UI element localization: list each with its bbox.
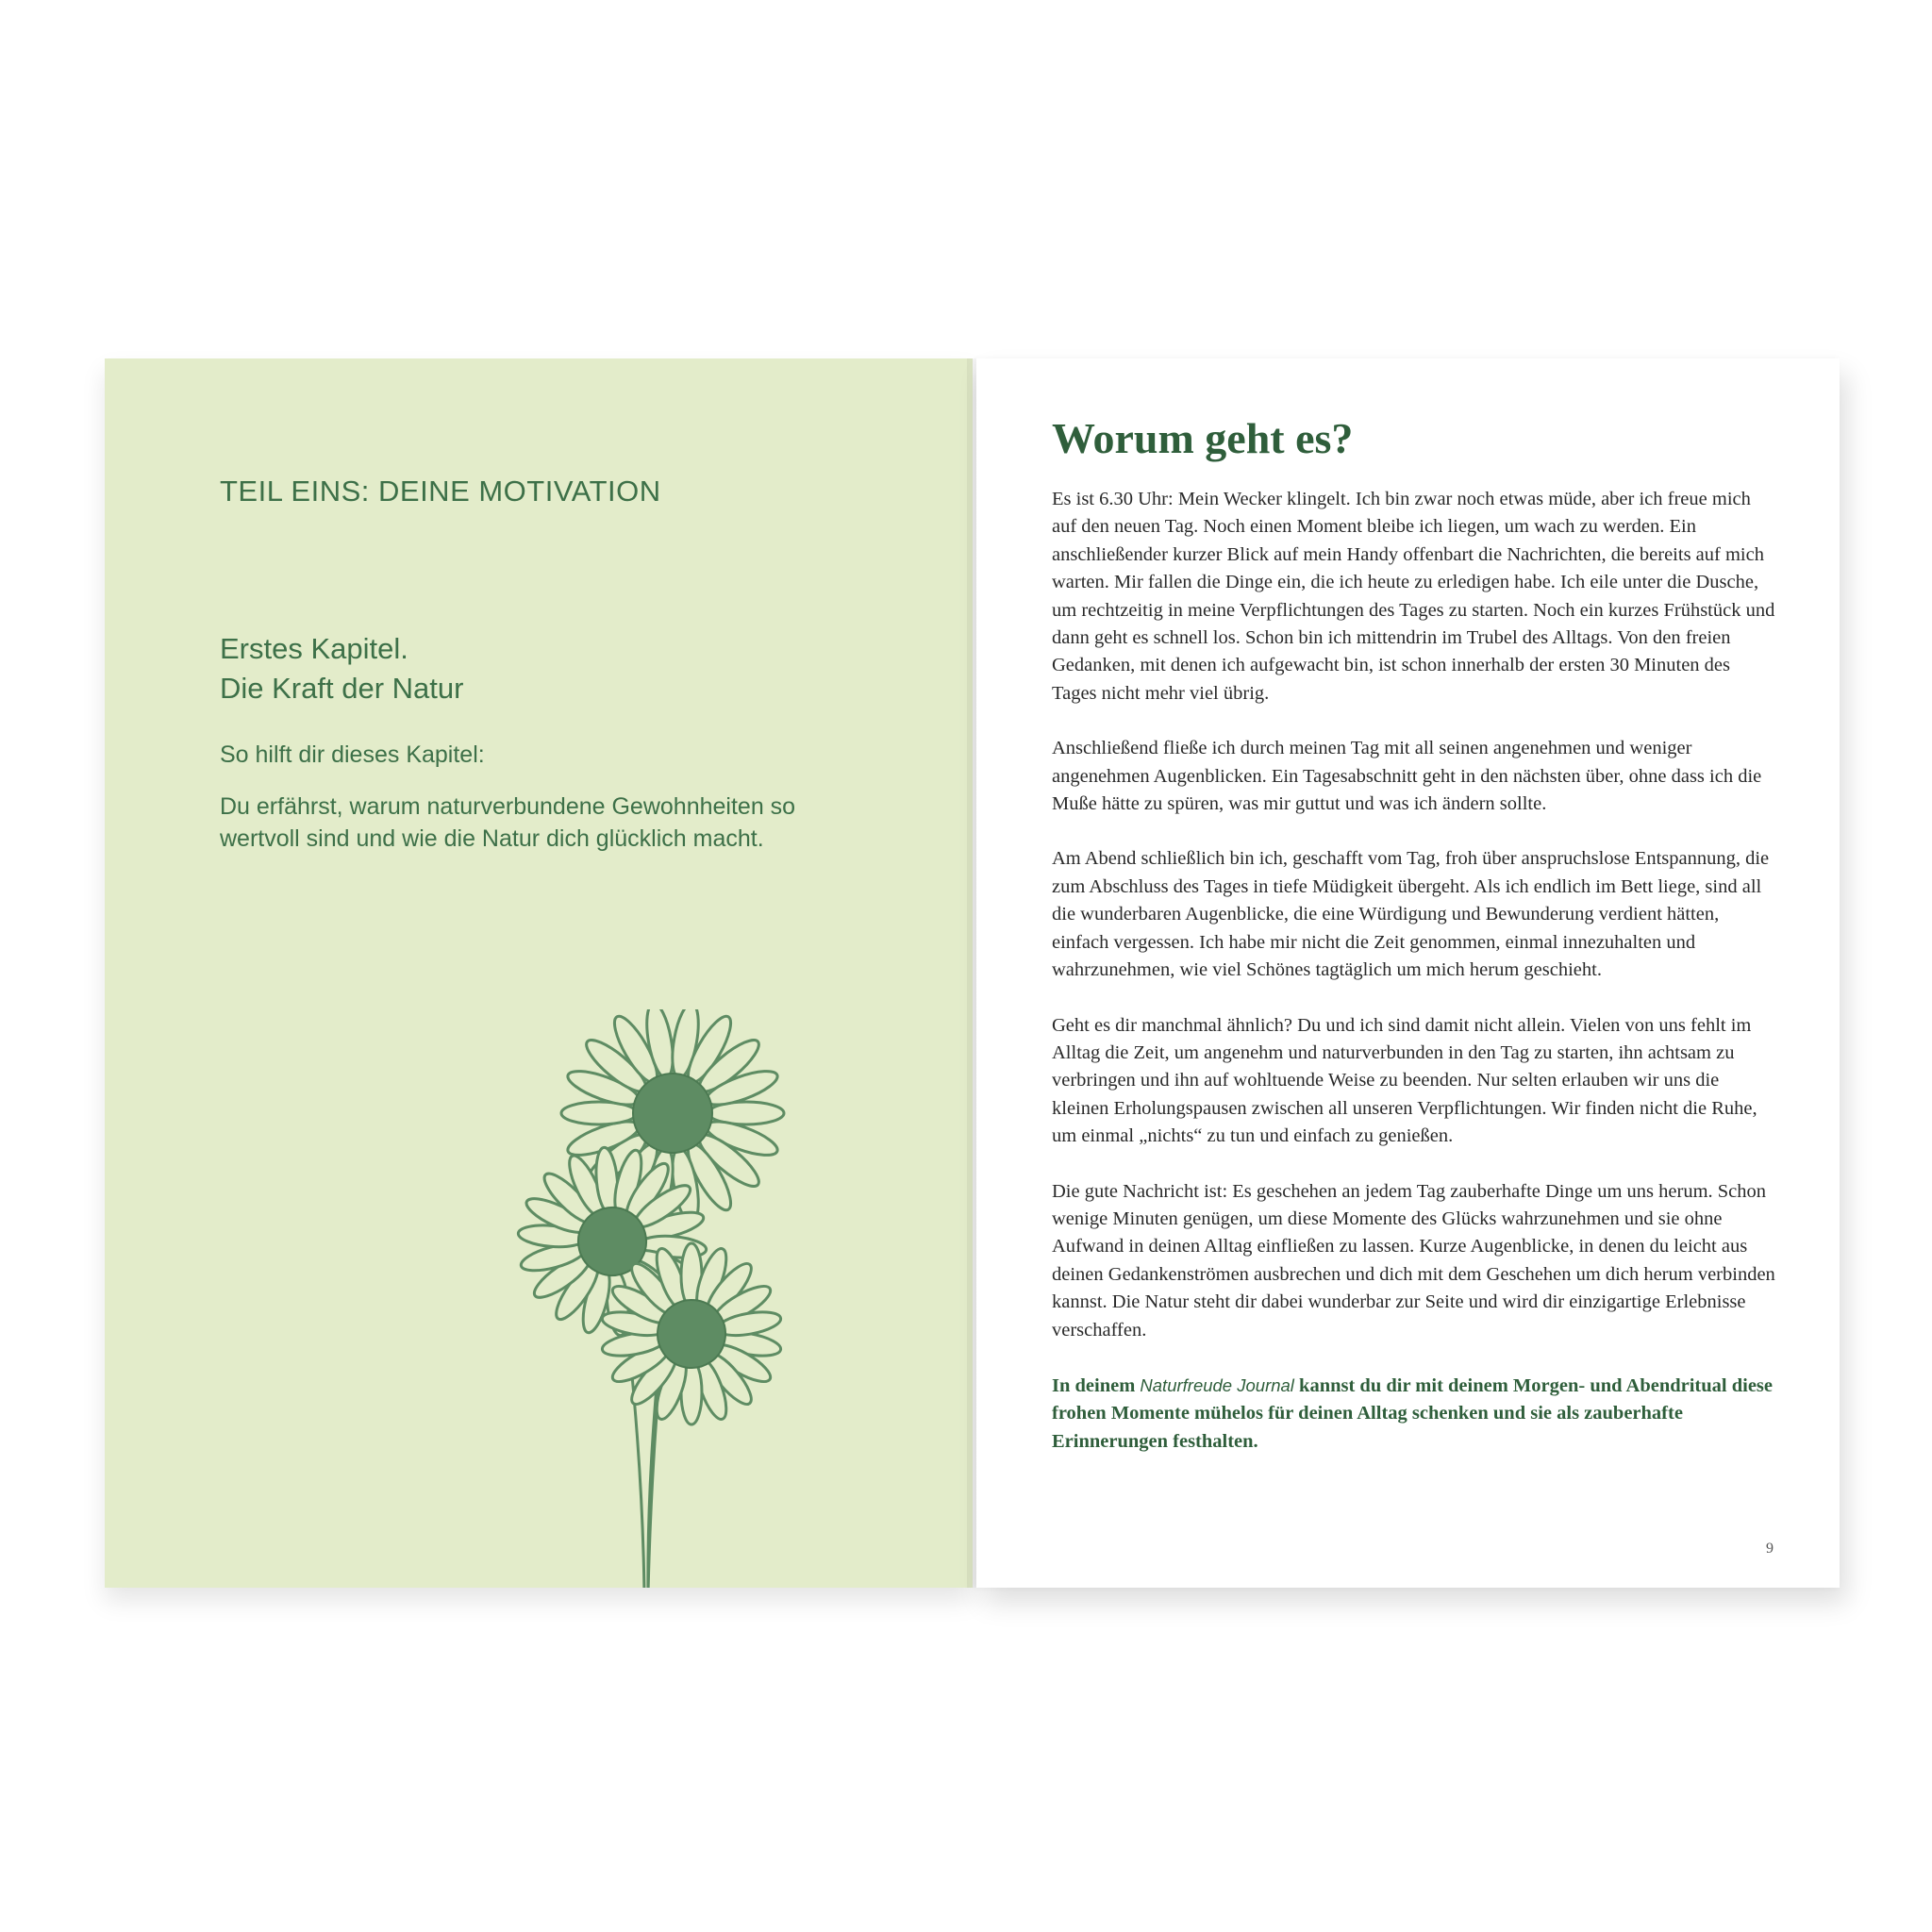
right-page-content xyxy=(1052,413,1778,1483)
closing-paragraph xyxy=(1052,1372,1778,1456)
chapter-help-heading: So hilft dir dieses Kapitel: xyxy=(220,741,485,768)
chapter-title-line-1: Erstes Kapitel. xyxy=(220,632,408,665)
journal-name: Naturfreude Journal xyxy=(1140,1374,1294,1395)
chapter-title xyxy=(220,629,463,708)
closing-text-start: In deinem xyxy=(1052,1374,1141,1396)
body-paragraph-4: Geht es dir manchmal ähnlich? Du und ich sind damit nicht allein. Vielen von uns fehlt im Alltag die Zeit, um angenehm und naturverbunden in den Tag zu starten, ihn achtsam zu verbringen und ihn auf wohltuende Weise zu beenden. Nur selten erlauben wir uns die kleinen Erholungspausen zwischen all unseren Verpflichtungen. Wir finden nicht die Ruhe, um einmal „nichts“ zu tun und einfach zu genießen. xyxy=(1052,1014,1757,1147)
page-title: Worum geht es? xyxy=(1052,414,1354,462)
body-paragraph-5: Die gute Nachricht ist: Es geschehen an jedem Tag zauberhafte Dinge um uns herum. Schon wenige Minuten genügen, um diese Momente des Glücks wahrzunehmen und sie ohne Aufwand in deinen Alltag einfließen zu lassen. Kurze Augenblicke, in denen du leicht aus deinen Gedankenströmen ausbrechen und dich mit dem Geschehen um dich herum verbinden kannst. Die Natur steht dir dabei wunderbar zur Seite und wird dir einzigartige Erlebnisse verschaffen. xyxy=(1052,1180,1775,1341)
closing-text-end: kannst du dir mit deinem Morgen- und Abendritual diese frohen Momente mühelos für deinen Alltag schenken und sie als zauberhafte Erinnerungen festhalten. xyxy=(1052,1374,1773,1452)
daisy-flowers-illustration xyxy=(510,1009,831,1588)
chapter-title-line-2: Die Kraft der Natur xyxy=(220,672,464,705)
right-page xyxy=(976,358,1840,1588)
chapter-help-text: Du erfährst, warum naturverbundene Gewohnheiten so wertvoll sind und wie die Natur dich glücklich macht. xyxy=(220,793,796,852)
page-number: 9 xyxy=(1766,1541,1774,1557)
part-title: TEIL EINS: DEINE MOTIVATION xyxy=(220,475,661,508)
body-paragraph-1: Es ist 6.30 Uhr: Mein Wecker klingelt. Ich bin zwar noch etwas müde, aber ich freue mich auf den neuen Tag. Noch einen Moment bleibe ich liegen, um wach zu werden. Ein anschließender kurzer Blick auf mein Handy offenbart die Nachrichten, die bereits auf mich warten. Mir fallen die Dinge ein, die ich heute zu erledigen habe. Ich eile unter die Dusche, um rechtzeitig in meine Verpflichtungen des Tages zu starten. Noch ein kurzes Frühstück und dann geht es schnell los. Schon bin ich mittendrin im Trubel des Alltags. Von den freien Gedanken, mit denen ich aufgewacht bin, ist schon innerhalb der ersten 30 Minuten des Tages nicht mehr viel übrig. xyxy=(1052,489,1775,704)
flower-center xyxy=(633,1074,712,1153)
left-page xyxy=(105,358,973,1588)
body-paragraph-2: Anschließend fließe ich durch meinen Tag mit all seinen angenehmen und weniger angenehmen Augenblicken. Ein Tagesabschnitt geht in den nächsten über, ohne dass ich die Muße hätte zu spüren, was mir guttut und was ich ändern sollte. xyxy=(1052,738,1762,815)
body-paragraph-3: Am Abend schließlich bin ich, geschafft vom Tag, froh über anspruchslose Entspannung, die zum Abschluss des Tages in tiefe Müdigkeit übergeht. Als ich endlich im Bett liege, sind all die wunderbaren Augenblicke, die eine Würdigung und Bewunderung verdient hätten, einfach vergessen. Ich habe mir nicht die Zeit genommen, einmal innezuhalten und wahrzunehmen, wie viel Schönes tagtäglich um mich herum geschieht. xyxy=(1052,848,1770,981)
